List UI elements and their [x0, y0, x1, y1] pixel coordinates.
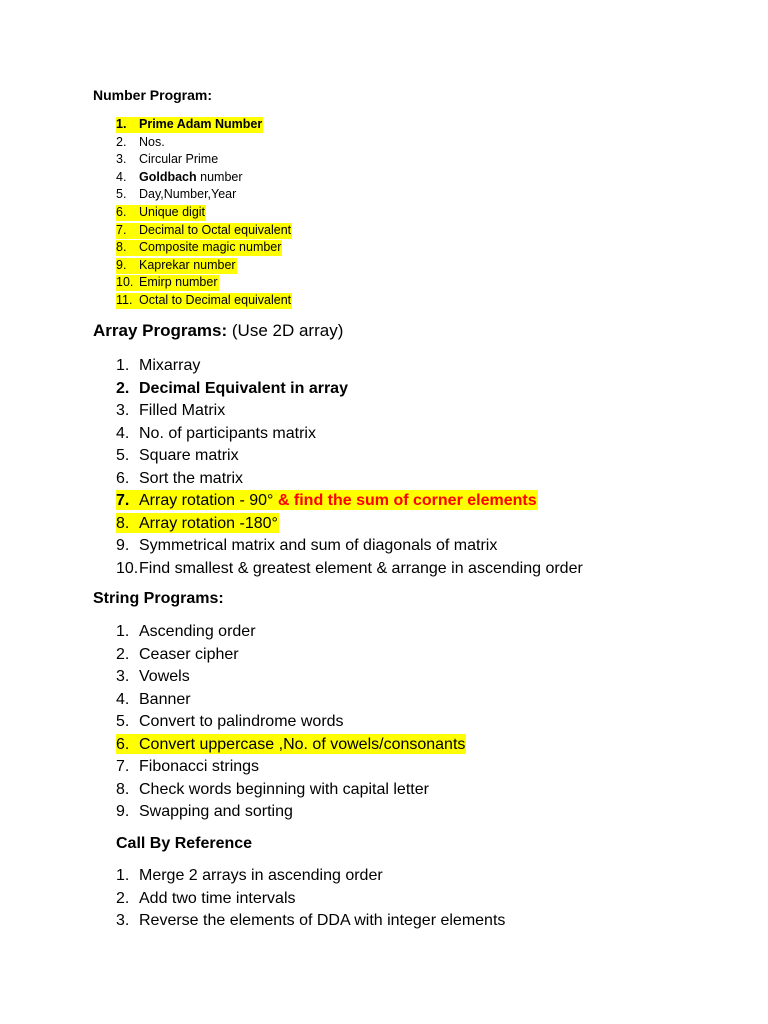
list-item-label: Ascending order [139, 623, 256, 640]
list-item-label: Unique digit [139, 204, 206, 219]
list-item-label: Ceaser cipher [139, 645, 239, 663]
list-item-text [139, 116, 262, 133]
list-item-number: 5. [116, 187, 127, 202]
list-item-label: Decimal to Octal equivalent [139, 222, 292, 237]
list-item-number: 10. [116, 275, 134, 290]
list-item-number: 1. [116, 357, 130, 374]
array-programs-heading [93, 321, 343, 341]
list-item-number: 1. [116, 117, 127, 131]
list-item-label: Array rotation - 90° [139, 492, 274, 509]
list-item-text [139, 756, 259, 777]
list-item-number: 8. [116, 514, 130, 532]
list-item-number: 1. [116, 867, 130, 884]
list-item-number: 6. [116, 735, 130, 753]
array-programs-subtitle: (Use 2D array) [227, 321, 344, 340]
list-item-label: Merge 2 arrays in ascending order [139, 867, 383, 884]
list-item-text [139, 468, 243, 489]
list-item-text [139, 292, 291, 309]
list-item-text [139, 490, 537, 511]
list-item-label: Nos. [139, 134, 165, 149]
list-item-text [139, 513, 278, 534]
list-item-label: Vowels [139, 668, 190, 685]
list-item-text [139, 378, 348, 399]
list-item-label: Banner [139, 690, 191, 708]
list-item-label: Array rotation -180° [139, 514, 278, 532]
list-item-label: Add two time intervals [139, 889, 296, 907]
list-item-label: Octal to Decimal equivalent [139, 292, 292, 307]
list-item-label: Kaprekar number [139, 257, 236, 272]
list-item-number: 5. [116, 713, 130, 730]
list-item-number: 9. [116, 257, 127, 272]
list-item-text [139, 801, 293, 822]
list-item-number: 3. [116, 668, 130, 685]
list-item-number: 4. [116, 424, 130, 442]
list-item-label: Swapping and sorting [139, 803, 293, 820]
list-item-text [139, 779, 429, 800]
list-item-label: Decimal Equivalent in array [139, 379, 348, 397]
list-item-number: 8. [116, 240, 127, 255]
list-item-number: 2. [116, 645, 130, 663]
list-item-text [139, 445, 239, 466]
list-item-number: 3. [116, 152, 127, 167]
list-item-label: Prime Adam Number [139, 117, 263, 131]
list-item-number: 10. [116, 559, 139, 577]
list-item-text [139, 186, 236, 203]
list-item-text [139, 134, 165, 151]
list-item-text [139, 689, 191, 710]
list-item-number: 9. [116, 803, 130, 820]
list-item-number: 7. [116, 222, 127, 237]
list-item-label: Find smallest & greatest element & arrange in ascending order [139, 559, 583, 577]
list-item-text [139, 222, 291, 239]
list-item-number: 9. [116, 537, 130, 554]
list-item-bold-text: Goldbach [139, 169, 197, 184]
list-item-text [139, 204, 205, 221]
list-item-text [139, 355, 200, 376]
list-item-number: 3. [116, 402, 130, 419]
list-item-number: 7. [116, 492, 130, 509]
list-item-text [139, 711, 344, 732]
list-item-label: Filled Matrix [139, 402, 226, 419]
list-item-label: number [196, 169, 243, 184]
list-item-text [139, 621, 256, 642]
list-item-text [139, 274, 218, 291]
array-programs-title: Array Programs: [93, 321, 228, 340]
list-item-label: Composite magic number [139, 240, 282, 255]
list-item-number: 5. [116, 447, 130, 464]
list-item-label: Convert to palindrome words [139, 713, 344, 730]
list-item-number: 7. [116, 758, 130, 775]
list-item-emphasis-text: & find the sum of corner elements [273, 492, 537, 509]
list-item-text [139, 151, 218, 168]
call-by-reference-heading: Call By Reference [116, 835, 253, 852]
list-item-number: 2. [116, 889, 130, 907]
list-item-label: Circular Prime [139, 152, 219, 167]
list-item-text [139, 558, 583, 579]
list-item-label: Emirp number [139, 275, 218, 290]
list-item-label: Square matrix [139, 447, 239, 464]
list-item-label: Reverse the elements of DDA with integer elements [139, 912, 506, 929]
list-item-text [139, 888, 296, 909]
list-item-number: 1. [116, 623, 130, 640]
list-item-label: Mixarray [139, 357, 201, 374]
list-item-text [139, 423, 316, 444]
list-item-text [139, 239, 281, 256]
list-item-label: Convert uppercase ,No. of vowels/consonants [139, 735, 466, 753]
list-item-label: Symmetrical matrix and sum of diagonals of matrix [139, 537, 498, 554]
list-item-label: Day,Number,Year [139, 187, 237, 202]
list-item-number: 2. [116, 379, 130, 397]
list-item-number: 3. [116, 912, 130, 929]
list-item-text [139, 865, 383, 886]
list-item-text [139, 257, 236, 274]
list-item-text [139, 910, 505, 931]
list-item-number: 8. [116, 780, 130, 798]
list-item-label: Fibonacci strings [139, 758, 260, 775]
list-item-number: 4. [116, 169, 127, 184]
list-item-text [139, 666, 190, 687]
list-item-number: 4. [116, 690, 130, 708]
list-item-text [139, 734, 465, 755]
number-program-heading: Number Program: [93, 87, 213, 103]
list-item-text [139, 400, 225, 421]
list-item-number: 11. [116, 292, 133, 307]
list-item-text [139, 644, 239, 665]
list-item-label: Check words beginning with capital letter [139, 780, 429, 798]
list-item-label: No. of participants matrix [139, 424, 316, 442]
string-programs-heading: String Programs: [93, 590, 224, 607]
list-item-label: Sort the matrix [139, 469, 244, 487]
list-item-number: 2. [116, 134, 127, 149]
list-item-number: 6. [116, 469, 130, 487]
list-item-text [139, 169, 243, 186]
list-item-text [139, 535, 497, 556]
list-item-number: 6. [116, 204, 127, 219]
